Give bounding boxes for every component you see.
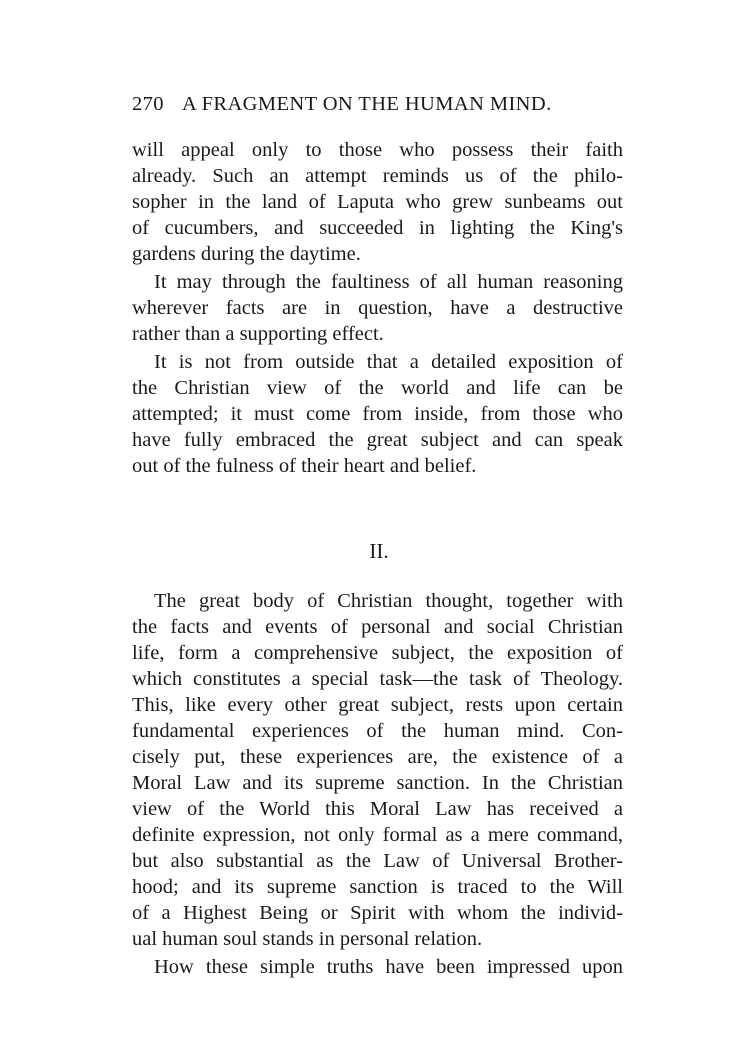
text-line: already. Such an attempt reminds us of the philo- [132, 165, 623, 187]
text-line: attempted; it must come from inside, from those who [132, 403, 623, 425]
text-line: gardens during the daytime. [132, 243, 361, 265]
text-line: but also substantial as the Law of Universal Brother- [132, 850, 623, 872]
page-number: 270 [132, 93, 164, 115]
section-heading: II. [369, 539, 389, 563]
text-line: How these simple truths have been impressed upon [154, 956, 623, 978]
text-line: This, like every other great subject, rests upon certain [132, 694, 623, 716]
running-title: A FRAGMENT ON THE HUMAN MIND. [182, 93, 552, 115]
text-line: the Christian view of the world and life can be [132, 377, 623, 399]
text-line: Moral Law and its supreme sanction. In the Christian [132, 772, 623, 794]
text-line: sopher in the land of Laputa who grew sunbeams out [132, 191, 623, 213]
running-head [132, 93, 572, 119]
text-line: have fully embraced the great subject and can speak [132, 429, 623, 451]
text-line: It may through the faultiness of all human reasoning [154, 271, 623, 293]
text-line: of a Highest Being or Spirit with whom the individ- [132, 902, 623, 924]
text-line: out of the fulness of their heart and belief. [132, 455, 477, 477]
text-line: cisely put, these experiences are, the existence of a [132, 746, 623, 768]
text-line: will appeal only to those who possess their faith [132, 139, 623, 161]
text-line: The great body of Christian thought, together with [154, 590, 623, 612]
text-line: fundamental experiences of the human mind. Con- [132, 720, 623, 742]
text-line: which constitutes a special task—the task of Theology. [132, 668, 623, 690]
text-line: wherever facts are in question, have a destructive [132, 297, 623, 319]
text-line: view of the World this Moral Law has received a [132, 798, 623, 820]
text-line: hood; and its supreme sanction is traced to the Will [132, 876, 623, 898]
text-line: of cucumbers, and succeeded in lighting the King's [132, 217, 623, 239]
text-line: life, form a comprehensive subject, the exposition of [132, 642, 623, 664]
text-line: It is not from outside that a detailed exposition of [154, 351, 623, 373]
text-line: ual human soul stands in personal relation. [132, 928, 483, 950]
text-line: rather than a supporting effect. [132, 323, 384, 345]
text-line: definite expression, not only formal as a mere command, [132, 824, 623, 846]
text-line: the facts and events of personal and social Christian [132, 616, 623, 638]
